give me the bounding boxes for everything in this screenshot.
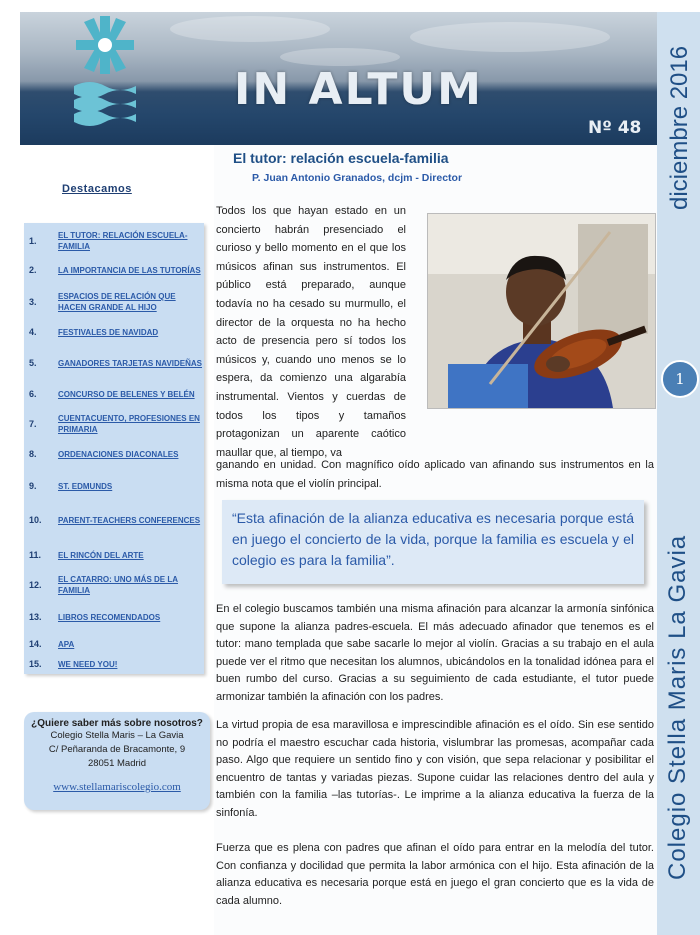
toc-item[interactable]: [24, 573, 204, 597]
toc-link[interactable]: WE NEED YOU!: [58, 659, 118, 669]
toc-number: 14.: [29, 639, 42, 649]
toc-number: 12.: [29, 580, 42, 590]
toc-link[interactable]: CUENTACUENTO, PROFESIONES EN PRIMARIA: [58, 414, 200, 434]
toc-item[interactable]: [24, 229, 204, 253]
toc-item[interactable]: [24, 657, 204, 671]
toc-item[interactable]: [24, 356, 204, 370]
toc-item[interactable]: [24, 263, 204, 277]
page-number-badge: 1: [661, 360, 699, 398]
toc-link[interactable]: GANADORES TARJETAS NAVIDEÑAS: [58, 358, 203, 368]
issue-date: diciembre 2016: [666, 45, 693, 210]
newsletter-title: IN ALTUM: [234, 64, 483, 115]
toc-item[interactable]: [24, 637, 204, 651]
issue-number: Nº 48: [588, 118, 642, 138]
cloud-decoration: [170, 16, 330, 42]
toc-number: 15.: [29, 659, 42, 669]
toc-number: 13.: [29, 612, 42, 622]
pull-quote-text: “Esta afinación de la alianza educativa es necesaria porque está en juego el concierto de la vida, porque la familia es escuela y el colegio es para la familia”.: [232, 510, 634, 568]
toc-item[interactable]: [24, 610, 204, 624]
toc-link[interactable]: LA IMPORTANCIA DE LAS TUTORÍAS: [58, 265, 201, 275]
article-author: P. Juan Antonio Granados, dcjm - Director: [252, 172, 463, 184]
article-paragraph: La virtud propia de esa maravillosa e imprescindible afinación es el oído. Sin ese sentido no podría el maestro escuchar cada historia, vislumbrar las promesas, acompañar cada paso. Algo que requiere un sentido fino y con visión, que sepa relacionar y posibilitar el encuentro de tantas y variadas piezas. Supone cuidar las relaciones dentro del aula y también con la familia –las tutorías-. Le imprime a la alianza educativa la fuerza de la sinfonía.: [216, 719, 654, 819]
toc-item[interactable]: [24, 325, 204, 339]
toc-number: 6.: [29, 389, 37, 399]
article-paragraph-intro: Todos los que hayan estado en un concierto habrán presenciado el curioso y bello momento en el que los músicos afinan sus instrumentos. El público está preparado, aunque todavía no ha cesado su murmullo, el director de la orquesta no ha hecho acto de presencia pero sí todos los músicos y, cuando uno menos se lo espera, da comienzo una algarabía instrumental. Vientos y cuerdas de todos los tipos y tamaños protagonizan un aparente caótico maullar que, al tiempo, va: [216, 205, 406, 459]
toc-number: 10.: [29, 515, 42, 525]
toc-item[interactable]: [24, 513, 204, 527]
contact-box: [24, 712, 210, 810]
article-title: El tutor: relación escuela-familia: [233, 150, 449, 166]
toc-link[interactable]: EL CATARRO: UNO MÁS DE LA FAMILIA: [58, 575, 178, 595]
toc-number: 5.: [29, 358, 37, 368]
toc-link[interactable]: CONCURSO DE BELENES Y BELÉN: [58, 389, 195, 399]
pull-quote: [222, 500, 644, 584]
toc-link[interactable]: ST. EDMUNDS: [58, 481, 113, 491]
toc-item[interactable]: [24, 412, 204, 436]
toc-number: 9.: [29, 481, 37, 491]
highlights-title: Destacamos: [62, 183, 132, 195]
school-name-vertical: Colegio Stella Maris La Gavia: [664, 534, 691, 880]
toc-item[interactable]: [24, 447, 204, 461]
toc-link[interactable]: ORDENACIONES DIACONALES: [58, 449, 179, 459]
toc-item[interactable]: [24, 548, 204, 562]
article-paragraph: Fuerza que es plena con padres que afinan el oído para entrar en la melodía del tutor. Con confianza y docilidad que permita la labor armónica con el hijo. Esta afinación de la alianza educativa es necesaria porque está en juego el gran concierto que es la vida de cada alumno.: [216, 842, 654, 907]
toc-number: 8.: [29, 449, 37, 459]
toc-link[interactable]: EL RINCÓN DEL ARTE: [58, 550, 144, 560]
contact-address: C/ Peñaranda de Bracamonte, 9: [48, 744, 186, 755]
contact-city: 28051 Madrid: [87, 758, 147, 769]
toc-number: 11.: [29, 550, 42, 560]
contact-name: Colegio Stella Maris – La Gavia: [50, 730, 184, 741]
toc-link[interactable]: APA: [58, 639, 75, 649]
toc-item[interactable]: [24, 479, 204, 493]
toc-number: 7.: [29, 419, 37, 429]
article-paragraph: En el colegio buscamos también una misma afinación para alcanzar la armonía sinfónica que supone la alianza padres-escuela. El más adecuado afinador que tenemos es el tutor: mano templada que sabe sacarle lo mejor al violín. Gracias a su trabajo en el aula puede ver el ritmo que necesitan los alumnos, ubicándolos en la tonalidad idónea para el buen rumbo del curso. Gracias a su seguimiento de cada estudiante, el tutor puede armonizar también la afinación con los padres.: [216, 603, 654, 703]
boy-violin-illustration: [428, 214, 655, 408]
cloud-decoration: [410, 22, 610, 52]
toc-link[interactable]: LIBROS RECOMENDADOS: [58, 612, 161, 622]
toc-link[interactable]: EL TUTOR: RELACIÓN ESCUELA-FAMILIA: [58, 231, 188, 251]
article-paragraph-intro-end: ganando en unidad. Con magnífico oído aplicado van afinando sus instrumentos en la misma nota que el violín principal.: [216, 459, 654, 490]
toc-number: 1.: [29, 236, 37, 246]
toc-item[interactable]: [24, 387, 204, 401]
toc-link[interactable]: ESPACIOS DE RELACIÓN QUE HACEN GRANDE AL HIJO: [58, 292, 176, 312]
toc-number: 2.: [29, 265, 37, 275]
toc-number: 3.: [29, 297, 37, 307]
toc-link[interactable]: FESTIVALES DE NAVIDAD: [58, 327, 159, 337]
website-link[interactable]: www.stellamariscolegio.com: [53, 781, 181, 793]
toc-link[interactable]: PARENT-TEACHERS CONFERENCES: [58, 515, 201, 525]
contact-question: ¿Quiere saber más sobre nosotros?: [31, 718, 203, 729]
school-logo-icon: [70, 12, 140, 130]
toc-item[interactable]: [24, 290, 204, 314]
highlights-list: [24, 223, 204, 674]
violinist-photo: [427, 213, 656, 409]
toc-number: 4.: [29, 327, 37, 337]
